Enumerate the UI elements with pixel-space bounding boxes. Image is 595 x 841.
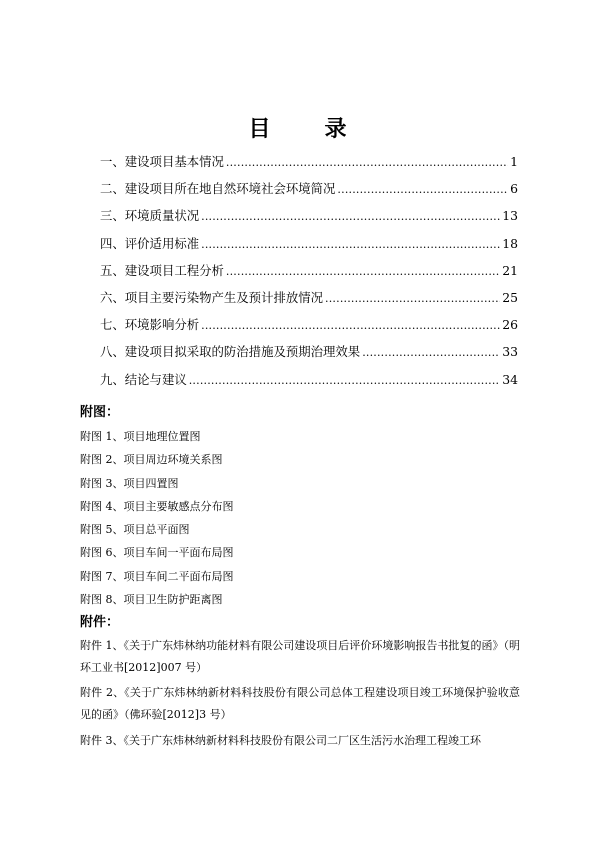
figure-item: 附图 5、项目总平面图 [80,523,190,537]
toc-leader-dots [325,292,500,305]
figure-item: 附图 7、项目车间二平面布局图 [80,569,234,583]
toc-entry-page: 34 [502,371,518,387]
toc-entry-page: 21 [502,262,518,278]
toc-entry-page: 18 [502,235,518,251]
figure-item: 附图 2、项目周边环境关系图 [80,453,223,467]
toc-entry-page: 6 [510,181,518,197]
figures-list [80,428,234,614]
toc-leader-dots [201,319,500,332]
figure-item: 附图 6、项目车间一平面布局图 [80,546,234,560]
table-of-contents [100,152,518,397]
toc-entry [100,152,518,179]
figure-item: 附图 3、项目四置图 [80,476,179,490]
toc-leader-dots [362,346,500,359]
toc-entry [100,261,518,288]
toc-entry-label: 五、建设项目工程分析 [100,262,224,278]
toc-entry-label: 八、建设项目拟采取的防治措施及预期治理效果 [100,344,361,360]
toc-entry [100,315,518,342]
toc-entry-page: 1 [510,154,518,169]
toc-entry [100,288,518,315]
toc-leader-dots [201,238,500,251]
toc-entry-label: 三、环境质量状况 [100,208,200,224]
toc-entry-label: 一、建设项目基本情况 [100,154,224,169]
toc-entry [100,206,518,233]
toc-entry-label: 九、结论与建议 [100,371,187,387]
figure-item: 附图 8、项目卫生防护距离图 [80,593,223,607]
toc-leader-dots [201,210,500,223]
toc-entry-page: 26 [502,317,518,333]
attachment-item: 附件 3、《关于广东炜林纳新材料科技股份有限公司二厂区生活污水治理工程竣工环 [80,734,481,747]
page-title: 目 录 [248,116,363,142]
toc-entry-page: 13 [502,208,518,224]
toc-leader-dots [226,265,500,278]
figure-item: 附图 4、项目主要敏感点分布图 [80,499,234,513]
toc-entry-label: 六、项目主要污染物产生及预计排放情况 [100,289,324,305]
toc-entry [100,370,518,397]
attachment-item: 附件 2、《关于广东炜林纳新材料科技股份有限公司总体工程建设项目竣工环境保护验收意见的函》（佛环验[2012]3 号） [80,686,520,721]
toc-leader-dots [337,183,508,196]
attachments-heading: 附件： [80,615,120,630]
toc-entry [100,179,518,206]
toc-leader-dots [226,156,508,169]
toc-entry-label: 七、环境影响分析 [100,317,200,333]
figures-heading: 附图： [80,405,120,420]
figure-item: 附图 1、项目地理位置图 [80,430,201,443]
toc-entry-page: 25 [502,289,518,305]
toc-entry-label: 四、评价适用标准 [100,235,200,251]
toc-entry [100,342,518,369]
toc-entry-label: 二、建设项目所在地自然环境社会环境简况 [100,181,336,197]
toc-leader-dots [189,374,500,387]
toc-entry [100,234,518,261]
attachment-item: 附件 1、《关于广东炜林纳功能材料有限公司建设项目后评价环境影响报告书批复的函》（明环工业书[2012]007 号） [80,639,520,674]
toc-entry-page: 33 [502,344,518,360]
